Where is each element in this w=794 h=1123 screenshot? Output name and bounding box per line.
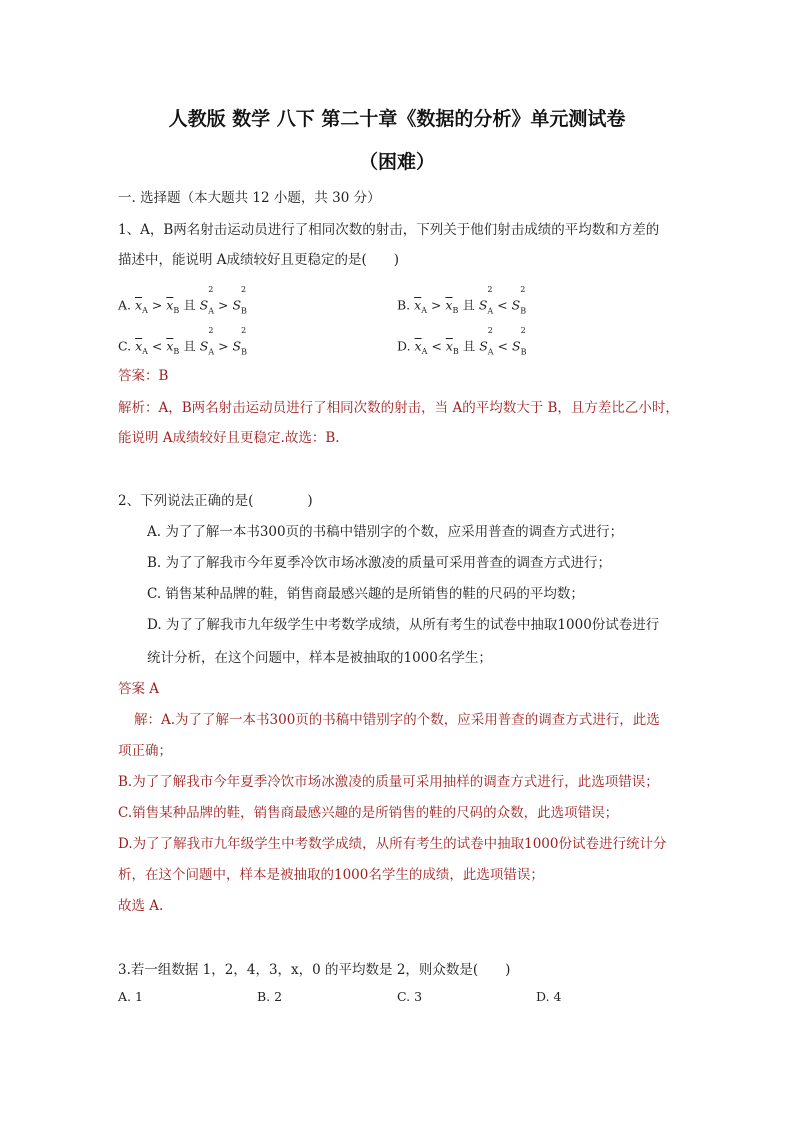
q2-solution-d-line2: 析，在这个问题中，样本是被抽取的1000名学生的成绩，此选项错误； (118, 867, 544, 883)
q1-option-d-label: D. (397, 338, 411, 354)
q2-conclusion: 故选 A. (118, 898, 164, 914)
page-subtitle: （困难） (358, 151, 435, 173)
q3-option-d: D. 4 (536, 989, 562, 1004)
q1-stem-line1: 1、A，B两名射击运动员进行了相同次数的射击，下列关于他们射击成绩的平均数和方差的 (118, 222, 660, 238)
q1-option-b-label: B. (397, 297, 411, 313)
q2-answer: 答案 A (118, 681, 160, 697)
q2-solution-b: B.为了了解我市今年夏季冷饮市场冰激凌的质量可采用抽样的调查方式进行，此选项错误； (118, 774, 659, 790)
q2-option-d-line1: D. 为了了解我市九年级学生中考数学成绩，从所有考生的试卷中抽取1000份试卷进行 (147, 617, 660, 633)
q1-option-a-label: A. (118, 297, 132, 313)
q2-stem: 2、下列说法正确的是( ) (118, 493, 313, 509)
page-title: 人教版 数学 八下 第二十章《数据的分析》单元测试卷 (168, 108, 626, 130)
q1-stem-line2: 描述中，能说明 A成绩较好且更稳定的是( ) (118, 252, 400, 268)
q1-option-d: D. $\overline{x}_A < \overline{x}_B$ 且 $S^2$ $_A < S^2$ $_B$ (397, 326, 527, 357)
q2-option-b: B. 为了了解我市今年夏季冷饮市场冰激凌的质量可采用普查的调查方式进行； (147, 555, 612, 571)
q1-analysis-line1: 解析：A，B两名射击运动员进行了相同次数的射击，当 A的平均数大于 B，且方差比乙小时， (118, 400, 679, 416)
q1-option-d-mid: 且 (458, 338, 480, 354)
q3-option-c: C. 3 (397, 989, 423, 1004)
q1-option-b-mid: 且 (458, 297, 479, 313)
q1-option-a: A. $\overline{x}_A > \overline{x}_B$ 且 $S^2$ $_A > S^2$ $_B$ (118, 285, 247, 316)
q1-option-c: C. $\overline{x}_A < \overline{x}_B$ 且 $S^2$ $_A > S^2$ $_B$ (118, 326, 247, 357)
q2-solution-d-line1: D.为了了解我市九年级学生中考数学成绩，从所有考生的试卷中抽取1000份试卷进行统计分 (118, 836, 667, 852)
q2-option-d-line2: 统计分析，在这个问题中，样本是被抽取的1000名学生； (147, 650, 492, 666)
q3-option-a: A. 1 (118, 989, 143, 1004)
q1-option-b: B. $\overline{x}_A > \overline{x}_B$ 且 $S^2$ $_A < S^2$ $_B$ (397, 285, 527, 316)
q2-solution-a-line2: 项正确； (118, 743, 172, 759)
q2-option-a: A. 为了了解一本书300页的书稿中错别字的个数，应采用普查的调查方式进行； (147, 524, 624, 540)
q2-solution-a-line1: 解：A.为了了解一本书300页的书稿中错别字的个数，应采用普查的调查方式进行，此选 (134, 712, 660, 728)
q2-option-c: C. 销售某种品牌的鞋，销售商最感兴趣的是所销售的鞋的尺码的平均数； (147, 586, 584, 602)
q3-stem: 3.若一组数据 1，2，4，3，x，0 的平均数是 2，则众数是( ) (118, 962, 511, 978)
q2-solution-c: C.销售某种品牌的鞋，销售商最感兴趣的是所销售的鞋的尺码的众数，此选项错误； (118, 805, 619, 821)
q1-option-c-label: C. (118, 338, 132, 354)
q3-option-b: B. 2 (257, 989, 283, 1004)
q1-answer: 答案：B (118, 368, 169, 384)
q1-option-a-mid: 且 (179, 297, 200, 313)
section-heading: 一. 选择题（本大题共 12 小题，共 30 分） (118, 190, 381, 206)
q1-analysis-line2: 能说明 A成绩较好且更稳定.故选：B. (118, 430, 340, 446)
q1-option-c-mid: 且 (179, 338, 200, 354)
